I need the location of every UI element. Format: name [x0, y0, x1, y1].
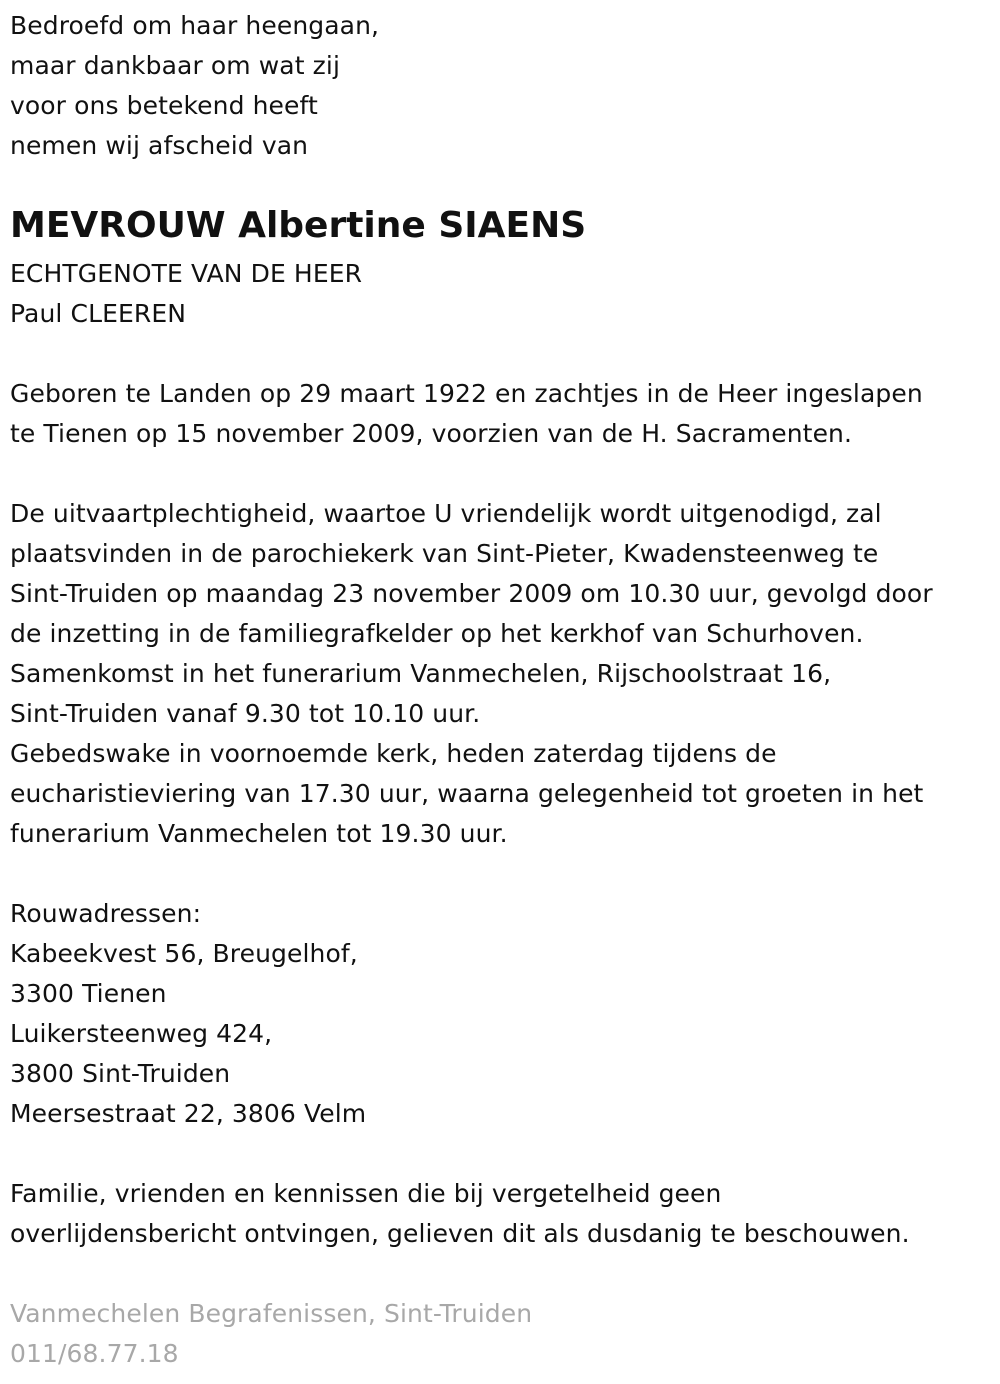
ceremony-line: eucharistieviering van 17.30 uur, waarna gelegenheid tot groeten in het — [10, 779, 924, 808]
address-line: Luikersteenweg 424, — [10, 1019, 273, 1048]
ceremony-line: funerarium Vanmechelen tot 19.30 uur. — [10, 819, 508, 848]
address-line: 3300 Tienen — [10, 979, 167, 1008]
intro-line: Bedroefd om haar heengaan, — [10, 11, 380, 40]
birth-death-line: te Tienen op 15 november 2009, voorzien van de H. Sacramenten. — [10, 419, 853, 448]
ceremony-line: De uitvaartplechtigheid, waartoe U vriendelijk wordt uitgenodigd, zal — [10, 499, 882, 528]
relation-line: ECHTGENOTE VAN DE HEER — [10, 259, 363, 288]
address-line: 3800 Sint-Truiden — [10, 1059, 231, 1088]
funeral-home-name: Vanmechelen Begrafenissen, Sint-Truiden — [10, 1299, 533, 1328]
intro-line: nemen wij afscheid van — [10, 131, 309, 160]
birth-death-line: Geboren te Landen op 29 maart 1922 en zachtjes in de Heer ingeslapen — [10, 379, 923, 408]
ceremony-line: Sint-Truiden op maandag 23 november 2009 om 10.30 uur, gevolgd door — [10, 579, 933, 608]
spouse-name: Paul CLEEREN — [10, 299, 187, 328]
closing-line: overlijdensbericht ontvingen, gelieven dit als dusdanig te beschouwen. — [10, 1219, 910, 1248]
funeral-home-phone: 011/68.77.18 — [10, 1339, 179, 1368]
intro-line: voor ons betekend heeft — [10, 91, 318, 120]
ceremony-line: de inzetting in de familiegrafkelder op het kerkhof van Schurhoven. — [10, 619, 864, 648]
closing-line: Familie, vrienden en kennissen die bij vergetelheid geen — [10, 1179, 722, 1208]
deceased-name: MEVROUW Albertine SIAENS — [10, 205, 587, 246]
ceremony-line: Gebedswake in voornoemde kerk, heden zaterdag tijdens de — [10, 739, 777, 768]
ceremony-line: Sint-Truiden vanaf 9.30 tot 10.10 uur. — [10, 699, 481, 728]
address-line: Kabeekvest 56, Breugelhof, — [10, 939, 358, 968]
ceremony-line: plaatsvinden in de parochiekerk van Sint-Pieter, Kwadensteenweg te — [10, 539, 879, 568]
intro-line: maar dankbaar om wat zij — [10, 51, 340, 80]
addresses-heading: Rouwadressen: — [10, 899, 202, 928]
address-line: Meersestraat 22, 3806 Velm — [10, 1099, 367, 1128]
ceremony-line: Samenkomst in het funerarium Vanmechelen, Rijschoolstraat 16, — [10, 659, 832, 688]
